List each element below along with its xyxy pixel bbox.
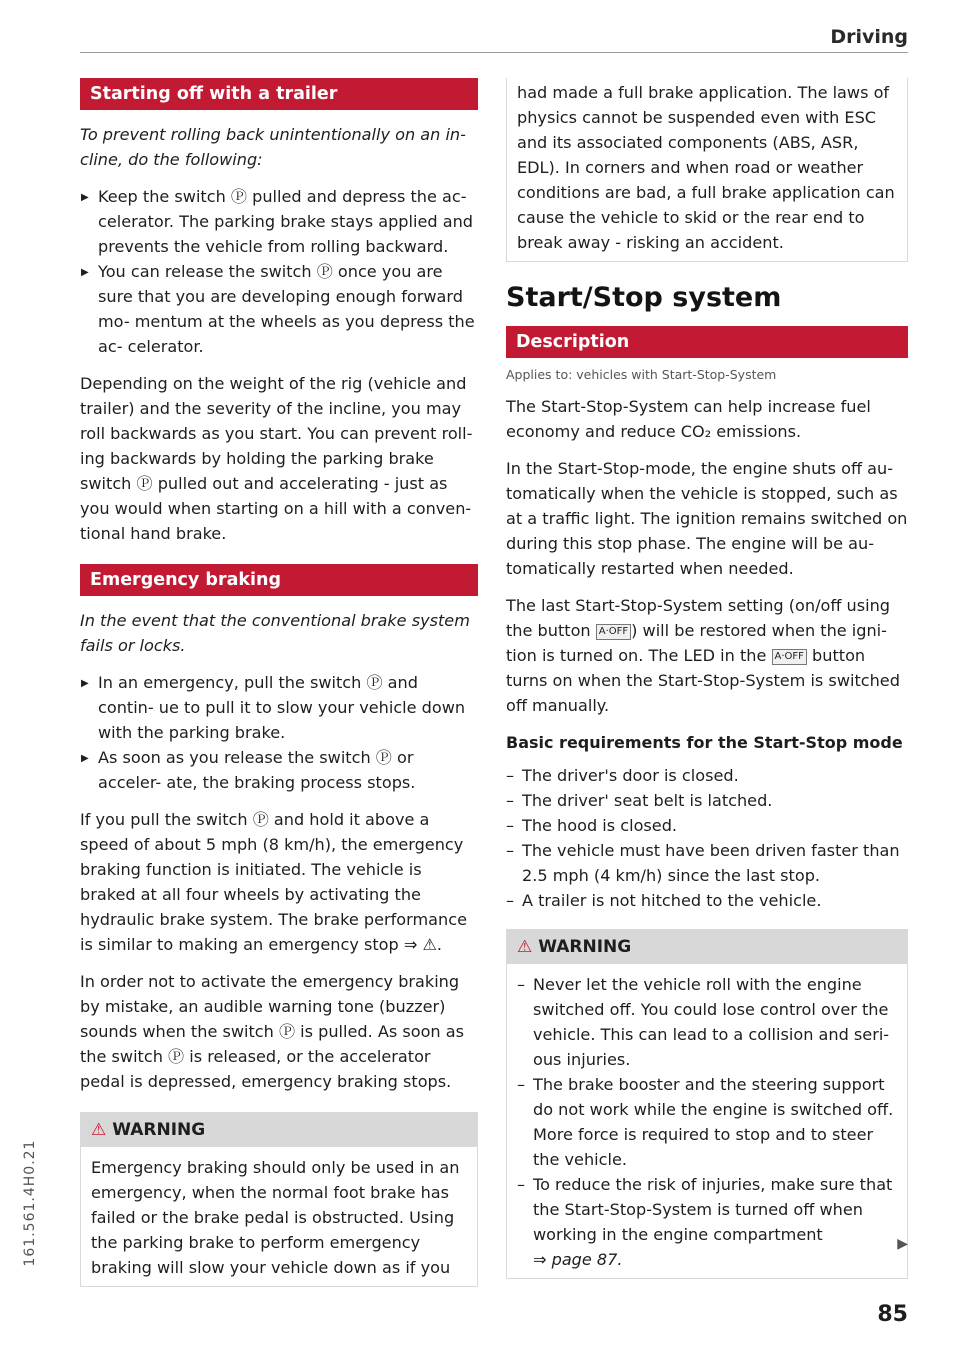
- emergency-intro: In the event that the conventional brake system fails or locks.: [80, 611, 470, 655]
- right-column: [506, 78, 908, 1291]
- requirements-list: [506, 763, 908, 913]
- warning-header: [81, 1113, 477, 1147]
- list-item: – The driver' seat belt is latched.: [506, 788, 908, 813]
- warning-box-startstop: [506, 929, 908, 1279]
- list-item: ▶ Keep the switch Ⓟ pulled and depress the ac- celerator. The parking brake stays applied and prevents the vehicle from rolling backward.: [80, 184, 478, 259]
- description-paragraph-1: The Start-Stop-System can help increase fuel economy and reduce CO₂ emissions.: [506, 397, 871, 441]
- emergency-paragraph-1: If you pull the switch Ⓟ and hold it above a speed of about 5 mph (8 km/h), the emergency braking function is initiated. The vehicle is braked at all four wheels by activating the hydraulic brake system. The brake performance is similar to making an emergency stop ⇒ ⚠.: [80, 810, 467, 954]
- list-item: ▶ You can release the switch Ⓟ once you are sure that you are developing enough forward mo- mentum at the wheels as you depress the ac- celerator.: [80, 259, 478, 359]
- p3-part-a: The last Start-Stop-System setting (on/off using the button: [506, 596, 891, 640]
- warning-text: Emergency braking should only be used in an emergency, when the normal foot brake has failed or the brake pedal is obstructed. Using the parking brake to perform emergency braking will slow your vehicle down as if you: [91, 1158, 460, 1277]
- section-header: Driving: [830, 26, 908, 48]
- warning-text-continued: had made a full brake application. The laws of physics cannot be suspended even with ESC and its associated components (ABS, ASR, EDL). In corners and when road or weather conditions are bad, a full brake application can cause the vehicle to skid or the rear end to break away - risking an accident.: [517, 83, 895, 252]
- start-stop-button-icon: A·OFF: [772, 649, 807, 665]
- list-item: ▶ In an emergency, pull the switch Ⓟ and contin- ue to pull it to slow your vehicle down with the parking brake.: [80, 670, 478, 745]
- warning-triangle-icon: ⚠: [517, 937, 533, 957]
- trailer-paragraph: Depending on the weight of the rig (vehicle and trailer) and the severity of the incline, you may roll backwards as you start. You can prevent roll- ing backwards by holding the parking brake switch Ⓟ pulled out and accelerating - just as you would when starting on a hill with a conven- tional hand brake.: [80, 374, 473, 543]
- page-reference-link[interactable]: ⇒ page 87.: [533, 1250, 623, 1269]
- applies-to: Applies to: vehicles with Start-Stop-System: [506, 367, 777, 382]
- description-paragraph-3: [506, 593, 908, 718]
- header-rule: [80, 52, 908, 53]
- requirements-title: Basic requirements for the Start-Stop mode: [506, 733, 903, 752]
- side-code-text: 161.561.4H0.21: [22, 1139, 38, 1267]
- list-item: – A trailer is not hitched to the vehicle.: [506, 888, 908, 913]
- list-item: ▶ As soon as you release the switch Ⓟ or acceler- ate, the braking process stops.: [80, 745, 478, 795]
- warning-triangle-icon: ⚠: [91, 1120, 107, 1140]
- side-code: [20, 1100, 40, 1310]
- list-item: – The vehicle must have been driven faster than 2.5 mph (4 km/h) since the last stop.: [506, 838, 908, 888]
- section-title-description: Description: [506, 326, 908, 358]
- warning-list-wrap: [507, 964, 907, 1278]
- warning-title: WARNING: [538, 937, 632, 957]
- trailer-steps: [80, 184, 478, 359]
- list-item: – The brake booster and the steering support do not work while the engine is switched off. More force is required to stop and to steer the vehicle.: [517, 1072, 897, 1172]
- warning-list: [517, 972, 897, 1272]
- left-column: [80, 78, 478, 1299]
- continue-arrow-icon: ▶: [897, 1236, 908, 1252]
- p3-part-b: ) will be restored when the igni- tion is turned on. The LED in the: [506, 621, 887, 665]
- list-item: – The hood is closed.: [506, 813, 908, 838]
- warning-item-text: To reduce the risk of injuries, make sure that the Start-Stop-System is turned off when working in the engine compartment: [533, 1175, 893, 1244]
- section-title-trailer: Starting off with a trailer: [80, 78, 478, 110]
- p3-part-c: button turns on when the Start-Stop-System is switched off manually.: [506, 646, 900, 715]
- section-title-emergency: Emergency braking: [80, 564, 478, 596]
- warning-box-continued: [506, 78, 908, 262]
- description-paragraph-2: In the Start-Stop-mode, the engine shuts off au- tomatically when the vehicle is stopped, such as at a traffic light. The ignition remains switched on during this stop phase. The engine will be au- tomatically restarted when needed.: [506, 459, 908, 578]
- start-stop-button-icon: A·OFF: [596, 624, 631, 640]
- trailer-intro: To prevent rolling back unintentionally on an in- cline, do the following:: [80, 125, 466, 169]
- list-item: [517, 1172, 897, 1272]
- chapter-title: Start/Stop system: [506, 282, 782, 313]
- list-item: – Never let the vehicle roll with the engine switched off. You could lose control over the vehicle. This can lead to a collision and seri- ous injuries.: [517, 972, 897, 1072]
- warning-title: WARNING: [112, 1120, 206, 1140]
- emergency-paragraph-2: In order not to activate the emergency braking by mistake, an audible warning tone (buzzer) sounds when the switch Ⓟ is pulled. As soon as the switch Ⓟ is released, or the accelerator pedal is depressed, emergency braking stops.: [80, 972, 464, 1091]
- warning-header: [507, 930, 907, 964]
- emergency-steps: [80, 670, 478, 795]
- list-item: – The driver's door is closed.: [506, 763, 908, 788]
- page-number: 85: [877, 1302, 908, 1327]
- warning-box-emergency: [80, 1112, 478, 1287]
